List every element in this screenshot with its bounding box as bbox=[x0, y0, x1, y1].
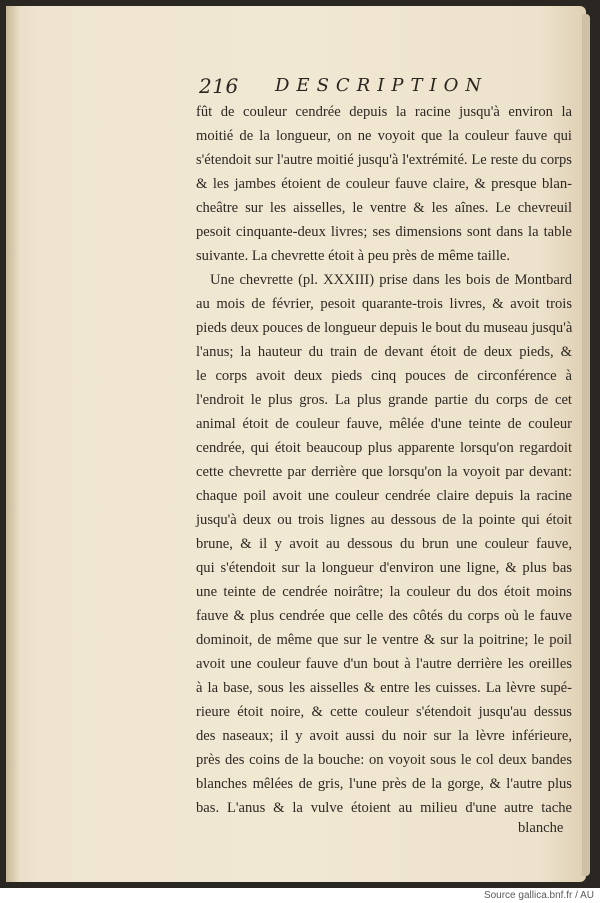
text-line: & les jambes étoient de couleur fauve claire, & presque blan- bbox=[196, 176, 572, 192]
running-title: DESCRIPTION bbox=[275, 75, 489, 96]
text-line: brune, & il y avoit au dessous du brun une couleur fauve, bbox=[196, 536, 572, 552]
text-line: fauve & plus cendrée que celle des côtés du corps où le fauve bbox=[196, 608, 572, 624]
text-line: suivante. La chevrette étoit à peu près de même taille. bbox=[196, 248, 511, 264]
text-line: moitié de la longueur, on ne voyoit que la couleur fauve qui bbox=[196, 128, 572, 144]
text-line: s'étendoit sur l'autre moitié jusqu'à l'extrémité. Le reste du corps bbox=[196, 152, 572, 168]
source-footer bbox=[0, 888, 600, 903]
catchword: blanche bbox=[518, 820, 564, 836]
text-line: animal étoit de couleur fauve, mêlée d'une teinte de couleur bbox=[196, 416, 572, 432]
text-line: à la base, sous les aisselles & entre les cuisses. La lèvre supé- bbox=[196, 680, 572, 696]
text-line: qui s'étendoit sur la longueur d'environ une ligne, & plus bas bbox=[196, 560, 572, 576]
text-line: jusqu'à deux ou trois lignes au dessous de la pointe qui étoit bbox=[196, 512, 572, 528]
text-line: chaque poil avoit une couleur cendrée claire depuis la racine bbox=[196, 488, 572, 504]
text-line: pieds deux pouces de longueur depuis le bout du museau jusqu'à bbox=[196, 320, 573, 336]
text-line: pesoit cinquante-deux livres; ses dimensions sont dans la table bbox=[196, 224, 572, 240]
text-line: l'endroit le plus gros. La plus grande partie du corps de cet bbox=[196, 392, 572, 408]
text-line: des naseaux; il y avoit aussi du noir sur la lèvre inférieure, bbox=[196, 728, 572, 744]
text-line: près des coins de la bouche: on voyoit sous le col deux bandes bbox=[196, 752, 572, 768]
text-line: le corps avoit deux pieds cinq pouces de circonférence à bbox=[196, 368, 572, 384]
text-line: cheâtre sur les aisselles, le ventre & les aînes. Le chevreuil bbox=[196, 200, 572, 216]
text-line: blanches mêlées de gris, l'une près de la gorge, & l'autre plus bbox=[196, 776, 572, 792]
text-line: avoit une couleur fauve d'un bout à l'autre derrière les oreilles bbox=[196, 656, 572, 672]
text-line: au mois de février, pesoit quarante-trois livres, & avoit trois bbox=[196, 296, 572, 312]
page-edges bbox=[582, 14, 590, 876]
text-line: cendrée, qui étoit beaucoup plus apparente lorsqu'on regardoit bbox=[196, 440, 572, 456]
text-line: une teinte de cendrée noirâtre; la couleur du dos étoit moins bbox=[196, 584, 572, 600]
page-header bbox=[199, 74, 539, 100]
source-note: Source gallica.bnf.fr / AU bbox=[483, 890, 594, 901]
text-line: bas. L'anus & la vulve étoient au milieu d'une autre tache bbox=[196, 800, 572, 816]
text-line: cette chevrette par derrière que lorsqu'on la voyoit par devant: bbox=[196, 464, 572, 480]
page-gutter-shadow bbox=[6, 6, 20, 882]
text-line: Une chevrette (pl. XXXIII) prise dans les bois de Montbard bbox=[210, 272, 572, 288]
text-line: dominoit, de même que sur le ventre & sur la poitrine; le poil bbox=[196, 632, 572, 648]
page-number: 216 bbox=[199, 74, 239, 98]
text-line: l'anus; la hauteur du train de devant étoit de deux pieds, & bbox=[196, 344, 572, 360]
text-line: rieure étoit noire, & cette couleur s'étendoit jusqu'au dessus bbox=[196, 704, 572, 720]
text-line: fût de couleur cendrée depuis la racine jusqu'à environ la bbox=[196, 104, 572, 120]
